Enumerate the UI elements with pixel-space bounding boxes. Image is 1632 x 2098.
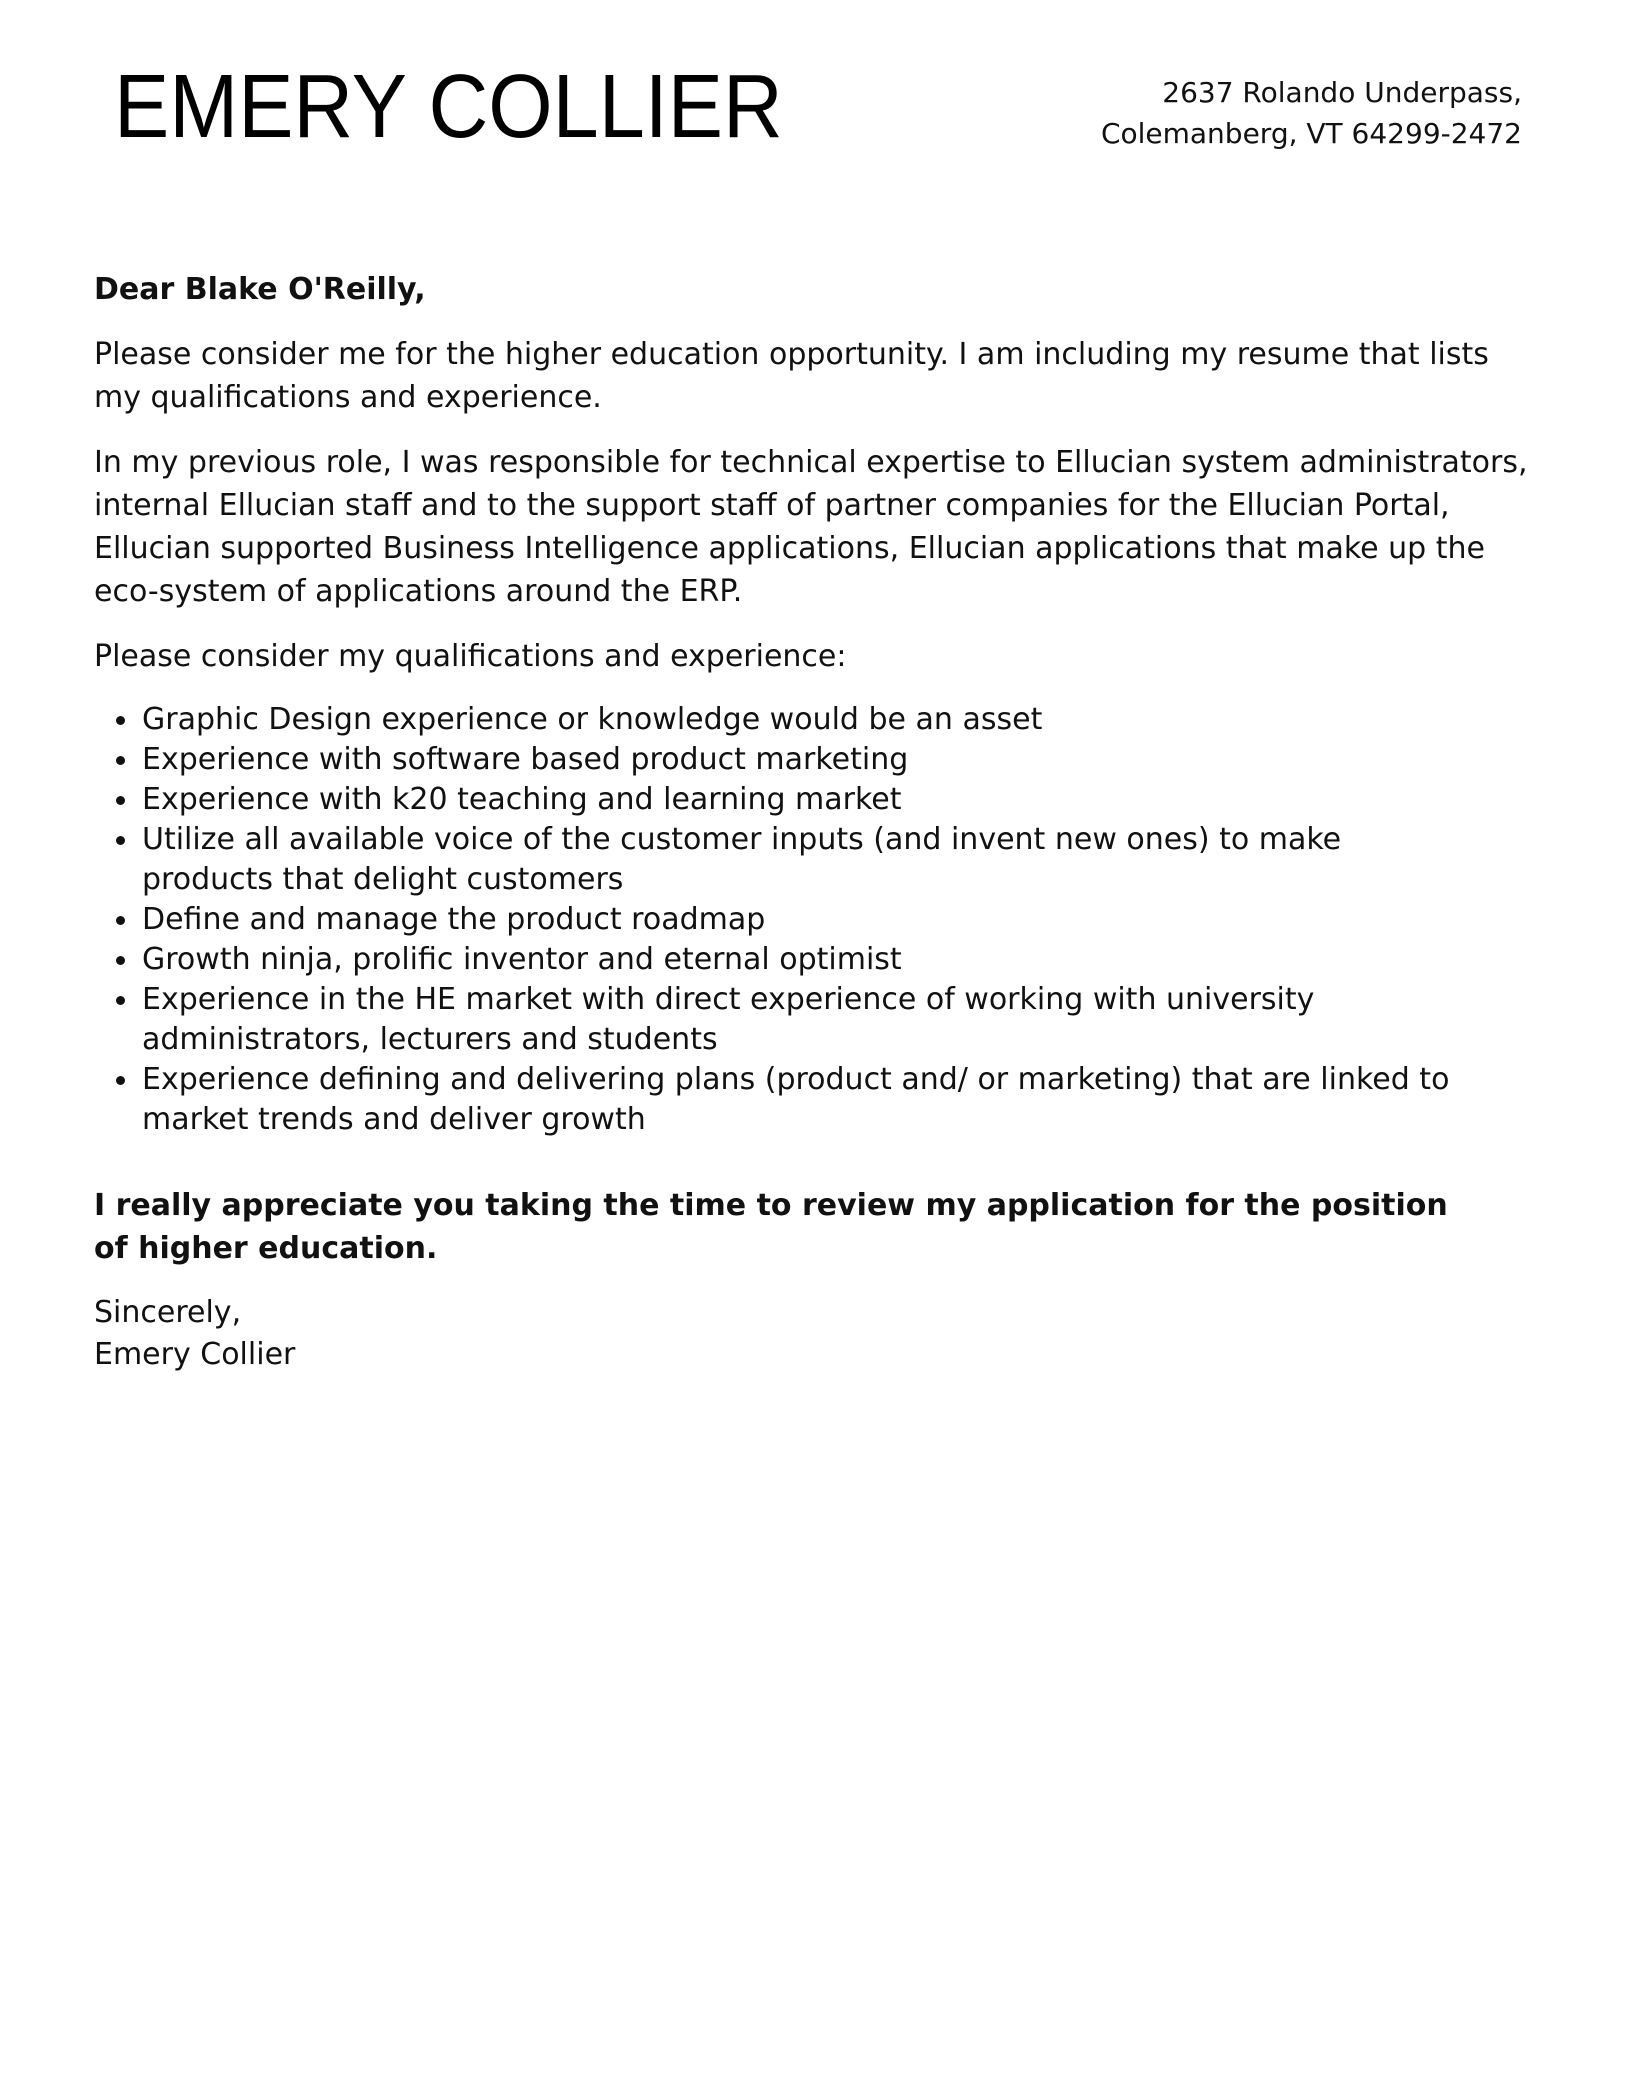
list-item-text: Utilize all available voice of the customer inputs (and invent new ones) to make products that delight customers: [142, 822, 1342, 897]
signoff-block: [94, 1292, 1534, 1376]
bullet-icon: [116, 996, 125, 1005]
experience-paragraph: In my previous role, I was responsible for technical expertise to Ellucian system administrators, internal Ellucian staff and to the support staff of partner companies for the Ellucian Portal, Ellucian supported Business Intelligence applications, Ellucian applications that make up the eco-system of applications around the ERP.: [94, 445, 1528, 609]
applicant-name: EMERY COLLIER: [114, 57, 783, 157]
list-item-text: Experience in the HE market with direct experience of working with university administrators, lecturers and students: [142, 982, 1315, 1057]
list-item-text: Define and manage the product roadmap: [142, 902, 766, 937]
bullet-icon: [116, 1076, 125, 1085]
list-item-text: Experience defining and delivering plans (product and/ or marketing) that are linked to market trends and deliver growth: [142, 1062, 1450, 1137]
bullet-icon: [116, 796, 125, 805]
list-item: [142, 980, 1534, 1060]
list-item-text: Graphic Design experience or knowledge would be an asset: [142, 702, 1043, 737]
bullet-icon: [116, 756, 125, 765]
bullet-icon: [116, 916, 125, 925]
letter-header: [0, 0, 1632, 200]
signoff: Sincerely,: [94, 1295, 242, 1330]
qualifications-list: [94, 700, 1534, 1140]
list-item-text: Experience with k20 teaching and learning market: [142, 782, 902, 817]
list-item: [142, 820, 1534, 900]
address-line-1: 2637 Rolando Underpass,: [1162, 76, 1522, 109]
closing-statement: I really appreciate you taking the time to review my application for the position of higher education.: [94, 1188, 1448, 1266]
list-item-text: Experience with software based product marketing: [142, 742, 909, 777]
address-line-2: Colemanberg, VT 64299-2472: [1100, 117, 1522, 150]
list-item: [142, 780, 1534, 820]
bullet-icon: [116, 836, 125, 845]
letter-body: [94, 268, 1534, 1376]
list-item: [142, 900, 1534, 940]
list-item: [142, 740, 1534, 780]
applicant-address: [1101, 72, 1522, 154]
intro-paragraph: Please consider me for the higher education opportunity. I am including my resume that lists my qualifications and experience.: [94, 337, 1489, 415]
bullet-icon: [116, 956, 125, 965]
list-item-text: Growth ninja, prolific inventor and eternal optimist: [142, 942, 902, 977]
list-item: [142, 1060, 1534, 1140]
qualifications-intro: Please consider my qualifications and experience:: [94, 639, 847, 674]
signature-name: Emery Collier: [94, 1337, 296, 1372]
salutation: Dear Blake O'Reilly,: [94, 272, 426, 307]
list-item: [142, 700, 1534, 740]
list-item: [142, 940, 1534, 980]
bullet-icon: [116, 716, 125, 725]
